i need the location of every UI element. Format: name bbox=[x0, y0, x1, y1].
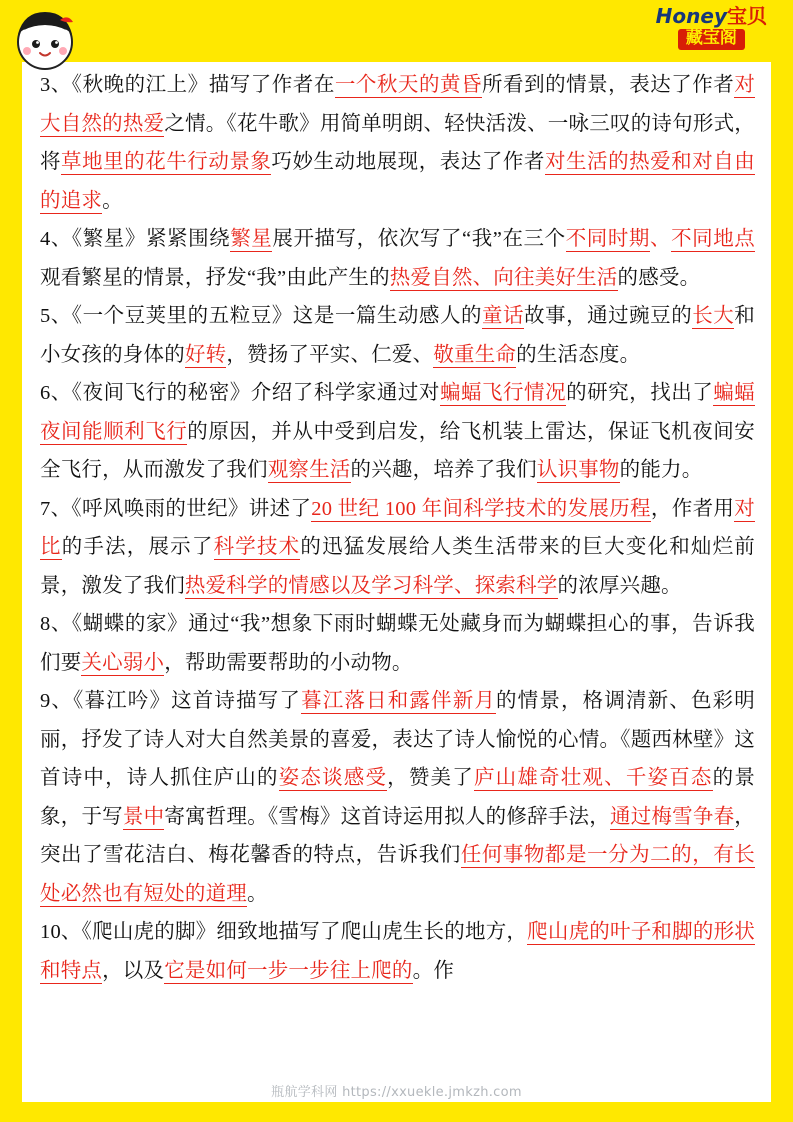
body-text: 的原因，并从中受到启发，给飞机装上雷达，保证飞机夜间安全飞行，从而激发了我们 bbox=[40, 420, 755, 481]
item-7 bbox=[40, 490, 755, 606]
body-text: 的感受。 bbox=[617, 266, 701, 289]
body-text: 和小女孩的身体的 bbox=[40, 305, 755, 366]
answer-text: 草地里的花牛行动景象 bbox=[61, 151, 272, 173]
body-text: 巧妙生动地展现，表达了作者 bbox=[271, 151, 545, 173]
body-text: ，作者用 bbox=[650, 497, 735, 520]
answer-text: 它是如何一步一步往上爬的 bbox=[164, 959, 413, 982]
answer-text: 关心弱小 bbox=[81, 651, 165, 674]
body-text: 的生活态度。 bbox=[516, 343, 641, 366]
answer-text: 20 世纪 100 年间科学技术的发展历程 bbox=[311, 497, 651, 520]
body-text: 10、《爬山虎的脚》细致地描写了爬山虎生长的地方， bbox=[40, 921, 528, 943]
answer-text: 好转 bbox=[184, 343, 227, 366]
body-text: 寄寓哲理。《雪梅》这首诗运用拟人的修辞手法， bbox=[164, 805, 610, 828]
answer-text: 景中 bbox=[122, 805, 165, 828]
item-5 bbox=[40, 297, 755, 374]
item-4 bbox=[40, 220, 755, 297]
body-text: 的景象，于写 bbox=[40, 767, 756, 828]
body-text: 6、《夜间飞行的秘密》介绍了科学家通过对 bbox=[40, 382, 440, 404]
body-text: 的能力。 bbox=[619, 459, 703, 481]
answer-text: 不同时期 bbox=[565, 228, 650, 250]
answer-text: 热爱自然、向往美好生活 bbox=[389, 266, 618, 289]
body-text: ，赞美了 bbox=[387, 767, 474, 789]
body-text: 的迅猛发展给人类生活带来的巨大变化和灿烂前景，激发了我们 bbox=[40, 536, 755, 597]
answer-text: 对大自然的热爱 bbox=[40, 74, 756, 135]
body-text: 展开描写，依次写了“我”在三个 bbox=[272, 228, 566, 250]
item-9 bbox=[40, 682, 755, 913]
item-10 bbox=[40, 913, 755, 990]
body-text: 4、《繁星》紧紧围绕 bbox=[40, 228, 231, 250]
body-text: ，帮助需要帮助的小动物。 bbox=[164, 651, 413, 674]
answer-text: 热爱科学的情感以及学习科学、探索科学 bbox=[184, 574, 558, 597]
body-text: ，突出了雪花洁白、梅花馨香的特点，告诉我们 bbox=[40, 805, 755, 866]
body-text: 观看繁星的情景，抒发“我”由此产生的 bbox=[40, 266, 390, 289]
answer-text: 繁星 bbox=[230, 228, 273, 250]
body-text: 3、《秋晚的江上》描写了作者在 bbox=[40, 74, 335, 96]
brand-logo bbox=[656, 6, 767, 50]
body-text: 的浓厚兴趣。 bbox=[557, 574, 682, 597]
item-8 bbox=[40, 605, 755, 682]
paragraph-list bbox=[40, 66, 755, 990]
body-text: 5、《一个豆荚里的五粒豆》这是一篇生动感人的 bbox=[40, 305, 482, 327]
body-text: 。 bbox=[102, 189, 123, 212]
body-text: 。 bbox=[247, 882, 268, 905]
mascot-icon bbox=[10, 4, 80, 74]
answer-text: 童话 bbox=[482, 305, 525, 327]
body-text: 故事，通过豌豆的 bbox=[524, 305, 693, 327]
body-text: 的情景，格调清新、色彩明丽，抒发了诗人对大自然美景的喜爱，表达了诗人愉悦的心情。《题西林壁》这首诗中，诗人抓住庐山的 bbox=[40, 690, 755, 789]
answer-text: 蝙蝠飞行情况 bbox=[439, 382, 567, 404]
body-text: ，以及 bbox=[102, 959, 165, 982]
body-text: 。作 bbox=[412, 959, 455, 982]
body-text: 之情。《花牛歌》用简单明朗、轻快活泼、一咏三叹的诗句形式，将 bbox=[40, 112, 755, 173]
answer-text: 蝙蝠夜间能顺利飞行 bbox=[40, 382, 756, 443]
brand-en: Honey bbox=[655, 4, 727, 28]
body-text: 所看到的情景，表达了作者 bbox=[482, 74, 735, 96]
body-text: 9、《暮江吟》这首诗描写了 bbox=[40, 690, 302, 712]
body-text: 、 bbox=[649, 228, 672, 250]
answer-text: 对比 bbox=[40, 497, 755, 558]
answer-text: 庐山雄奇壮观、千姿百态 bbox=[473, 767, 713, 789]
answer-text: 不同地点 bbox=[671, 228, 755, 250]
brand-sub: 藏宝阁 bbox=[678, 29, 745, 50]
answer-text: 科学技术 bbox=[213, 536, 301, 558]
body-text: 7、《呼风唤雨的世纪》讲述了 bbox=[40, 497, 312, 520]
answer-text: 任何事物都是一分为二的，有长处必然也有短处的道理 bbox=[40, 844, 755, 905]
body-text: 的兴趣，培养了我们 bbox=[350, 459, 537, 481]
answer-text: 爬山虎的叶子和脚的形状和特点 bbox=[40, 921, 756, 982]
answer-text: 通过梅雪争春 bbox=[609, 805, 735, 828]
answer-text: 观察生活 bbox=[267, 459, 351, 481]
brand-cn: 宝贝 bbox=[727, 4, 767, 28]
answer-text: 认识事物 bbox=[536, 459, 620, 481]
answer-text: 一个秋天的黄昏 bbox=[334, 74, 483, 96]
answer-text: 长大 bbox=[692, 305, 735, 327]
content-sheet bbox=[22, 62, 771, 1102]
item-3 bbox=[40, 66, 755, 220]
answer-text: 姿态谈感受 bbox=[278, 767, 388, 789]
body-text: ，赞扬了平实、仁爱、 bbox=[226, 343, 434, 366]
answer-text: 敬重生命 bbox=[433, 343, 517, 366]
body-text: 的研究，找出了 bbox=[566, 382, 714, 404]
answer-text: 对生活的热爱和对自由的追求 bbox=[40, 151, 756, 212]
body-text: 的手法，展示了 bbox=[61, 536, 214, 558]
body-text: 8、《蝴蝶的家》通过“我”想象下雨时蝴蝶无处藏身而为蝴蝶担心的事，告诉我们要 bbox=[40, 613, 755, 674]
answer-text: 暮江落日和露伴新月 bbox=[301, 690, 497, 712]
item-6 bbox=[40, 374, 755, 490]
watermark: 瓶航学科网 https://xxuekle.jmkzh.com bbox=[271, 1085, 522, 1100]
